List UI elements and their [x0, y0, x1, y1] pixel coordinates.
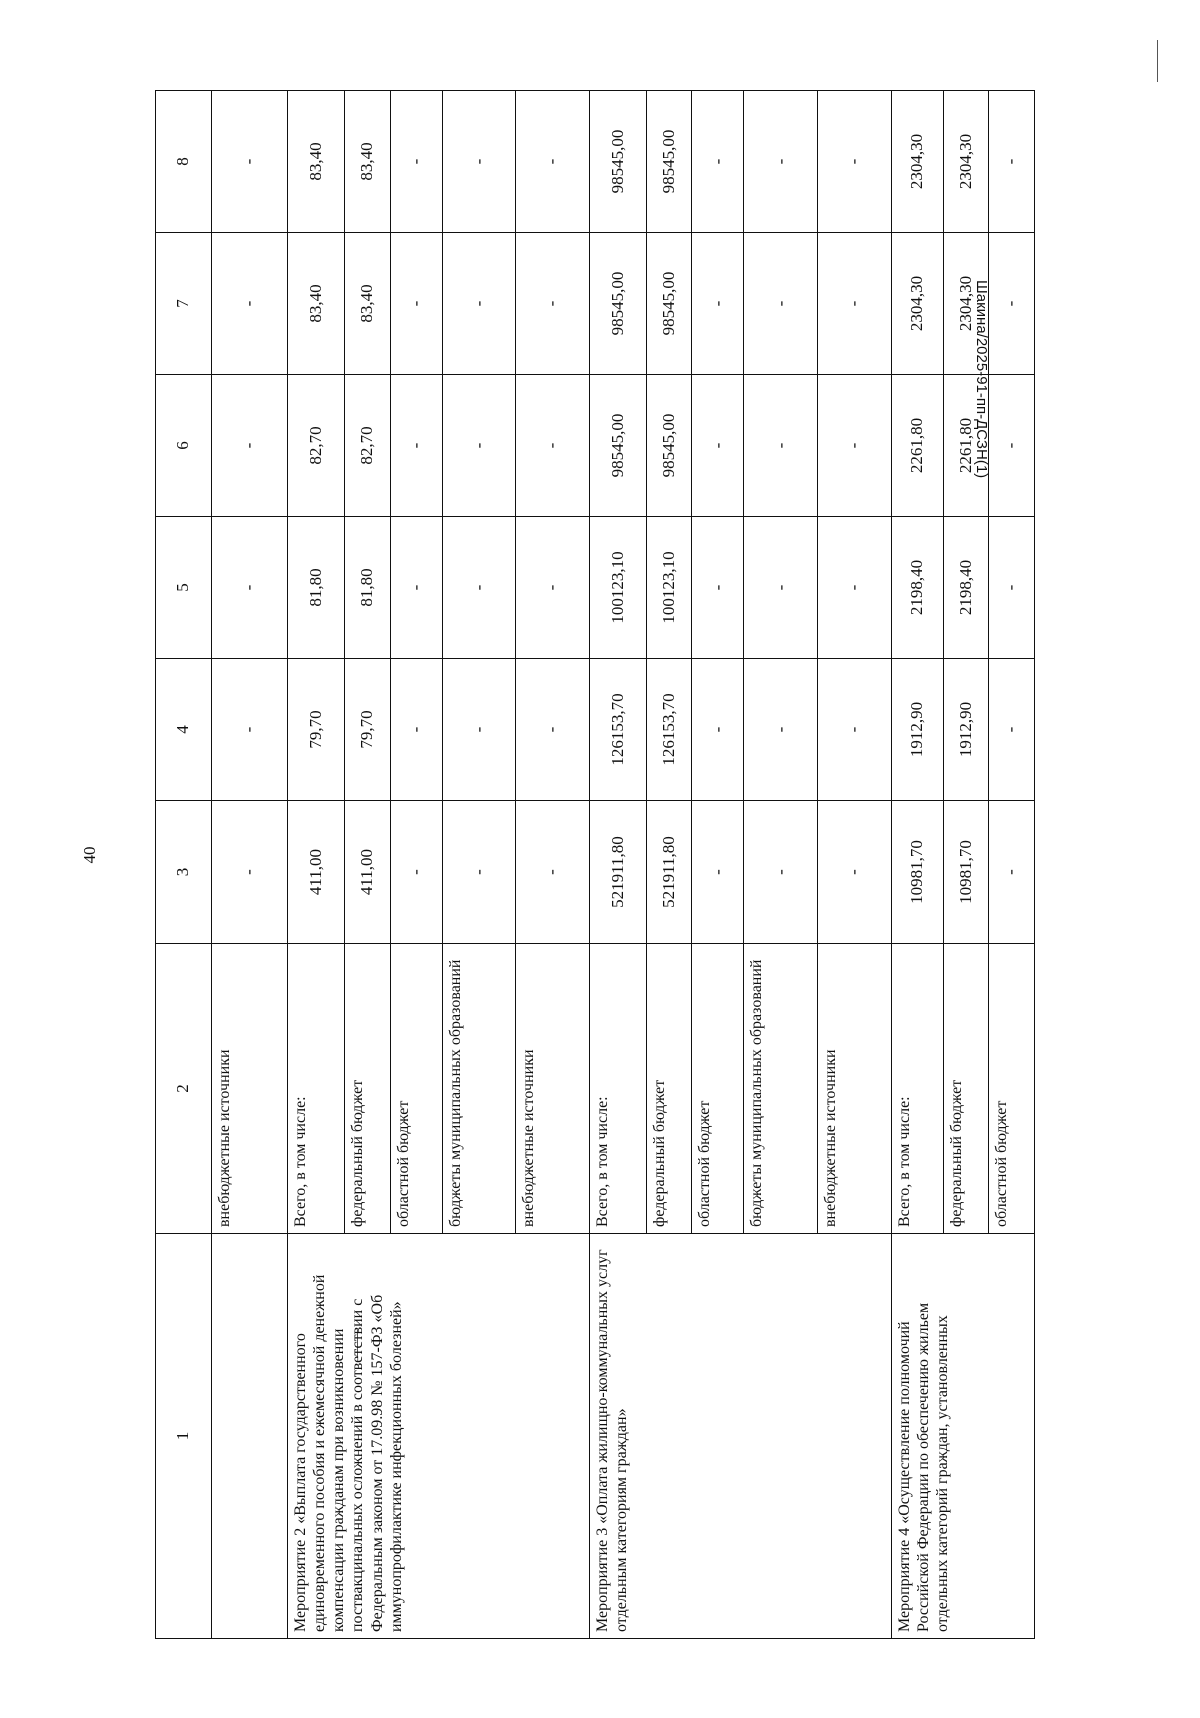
amount-cell: 521911,80 [646, 801, 692, 944]
amount-cell: - [211, 801, 287, 944]
funding-source: областной бюджет [692, 944, 744, 1234]
funding-source: областной бюджет [989, 944, 1035, 1234]
amount-cell: 126153,70 [646, 659, 692, 801]
amount-cell: - [989, 801, 1035, 944]
amount-cell: - [442, 517, 516, 659]
amount-cell: - [692, 801, 744, 944]
funding-source: Всего, в том числе: [287, 944, 344, 1234]
amount-cell: - [692, 517, 744, 659]
document-code: Шакина/2025-91-пп-ДСЗН(1) [973, 280, 990, 479]
amount-cell: 1912,90 [891, 659, 943, 801]
amount-cell: - [989, 233, 1035, 375]
table-body [156, 91, 1035, 1639]
amount-cell: - [744, 375, 818, 517]
amount-cell: - [989, 375, 1035, 517]
table-row [287, 91, 344, 1639]
amount-cell: - [692, 375, 744, 517]
amount-cell: 521911,80 [589, 801, 646, 944]
amount-cell: 98545,00 [646, 233, 692, 375]
amount-cell: 98545,00 [646, 375, 692, 517]
amount-cell: 83,40 [344, 91, 390, 233]
column-header: 6 [156, 375, 212, 517]
amount-cell: - [744, 801, 818, 944]
amount-cell: - [442, 233, 516, 375]
funding-source: внебюджетные источники [516, 944, 590, 1234]
amount-cell: 2198,40 [943, 517, 989, 659]
amount-cell: - [390, 659, 442, 801]
amount-cell: - [818, 517, 892, 659]
amount-cell: - [390, 375, 442, 517]
amount-cell: 411,00 [344, 801, 390, 944]
amount-cell: - [744, 91, 818, 233]
amount-cell: - [818, 659, 892, 801]
amount-cell: 98545,00 [589, 375, 646, 517]
column-header: 8 [156, 91, 212, 233]
amount-cell: - [989, 517, 1035, 659]
amount-cell: - [442, 375, 516, 517]
amount-cell: - [390, 233, 442, 375]
amount-cell: - [692, 659, 744, 801]
amount-cell: - [818, 375, 892, 517]
funding-source: федеральный бюджет [943, 944, 989, 1234]
column-header: 4 [156, 659, 212, 801]
measure-label: Мероприятие 3 «Оплата жилищно-коммунальных услуг отдельным категориям граждан» [589, 1234, 891, 1639]
amount-cell: 10981,70 [891, 801, 943, 944]
amount-cell: - [818, 91, 892, 233]
amount-cell: - [211, 659, 287, 801]
amount-cell: 83,40 [287, 233, 344, 375]
amount-cell: 2304,30 [891, 91, 943, 233]
amount-cell: - [442, 91, 516, 233]
table-row [891, 91, 943, 1639]
column-header: 5 [156, 517, 212, 659]
amount-cell: - [516, 375, 590, 517]
amount-cell: - [818, 233, 892, 375]
funding-source: областной бюджет [390, 944, 442, 1234]
amount-cell: 1912,90 [943, 659, 989, 801]
amount-cell: 2304,30 [943, 91, 989, 233]
column-header: 3 [156, 801, 212, 944]
measure-label: Мероприятие 2 «Выплата государственного единовременного пособия и ежемесячной денежной компенсации гражданам при возникновении поствакцинальных осложнений в соответствии с Федеральным законом от 17.09.98 № 157-ФЗ «Об иммунопрофилактике инфекционных болезней» [287, 1234, 589, 1639]
page-number: 40 [80, 846, 99, 864]
amount-cell: 2304,30 [891, 233, 943, 375]
funding-source: внебюджетные источники [211, 944, 287, 1234]
amount-cell: 79,70 [344, 659, 390, 801]
amount-cell: 98545,00 [646, 91, 692, 233]
amount-cell: 100123,10 [646, 517, 692, 659]
funding-source: федеральный бюджет [646, 944, 692, 1234]
amount-cell: 98545,00 [589, 91, 646, 233]
amount-cell: 411,00 [287, 801, 344, 944]
amount-cell: - [390, 91, 442, 233]
amount-cell: 81,80 [344, 517, 390, 659]
funding-source: Всего, в том числе: [589, 944, 646, 1234]
amount-cell: - [744, 659, 818, 801]
amount-cell: - [211, 91, 287, 233]
amount-cell: 2198,40 [891, 517, 943, 659]
amount-cell: 2261,80 [943, 375, 989, 517]
amount-cell: - [390, 801, 442, 944]
amount-cell: - [442, 659, 516, 801]
amount-cell: 82,70 [344, 375, 390, 517]
column-header: 2 [156, 944, 212, 1234]
amount-cell: - [516, 233, 590, 375]
measure-cell-empty [211, 1234, 287, 1639]
amount-cell: 98545,00 [589, 233, 646, 375]
rotated-table-container [155, 91, 1035, 1639]
amount-cell: 81,80 [287, 517, 344, 659]
amount-cell: 126153,70 [589, 659, 646, 801]
funding-source: Всего, в том числе: [891, 944, 943, 1234]
header-row [156, 91, 212, 1639]
amount-cell: 10981,70 [943, 801, 989, 944]
amount-cell: - [211, 233, 287, 375]
amount-cell: - [744, 517, 818, 659]
funding-source: внебюджетные источники [818, 944, 892, 1234]
amount-cell: 83,40 [344, 233, 390, 375]
funding-table [155, 90, 1035, 1639]
funding-source: федеральный бюджет [344, 944, 390, 1234]
amount-cell: - [989, 659, 1035, 801]
funding-source: бюджеты муниципальных образований [744, 944, 818, 1234]
amount-cell: - [390, 517, 442, 659]
amount-cell: - [818, 801, 892, 944]
amount-cell: - [211, 375, 287, 517]
column-header: 7 [156, 233, 212, 375]
amount-cell: 2261,80 [891, 375, 943, 517]
amount-cell: - [516, 801, 590, 944]
amount-cell: - [989, 91, 1035, 233]
funding-source: бюджеты муниципальных образований [442, 944, 516, 1234]
amount-cell: 82,70 [287, 375, 344, 517]
amount-cell: - [744, 233, 818, 375]
amount-cell: - [692, 233, 744, 375]
table-row [211, 91, 287, 1639]
amount-cell: - [692, 91, 744, 233]
amount-cell: 83,40 [287, 91, 344, 233]
amount-cell: - [516, 659, 590, 801]
column-header: 1 [156, 1234, 212, 1639]
amount-cell: - [516, 91, 590, 233]
amount-cell: - [211, 517, 287, 659]
amount-cell: 2304,30 [943, 233, 989, 375]
amount-cell: 79,70 [287, 659, 344, 801]
amount-cell: 100123,10 [589, 517, 646, 659]
amount-cell: - [516, 517, 590, 659]
table-row [589, 91, 646, 1639]
measure-label: Мероприятие 4 «Осуществление полномочий Российской Федерации по обеспечению жильем отдельных категорий граждан, установленных [891, 1234, 1034, 1639]
margin-mark-top [1157, 40, 1158, 82]
amount-cell: - [442, 801, 516, 944]
